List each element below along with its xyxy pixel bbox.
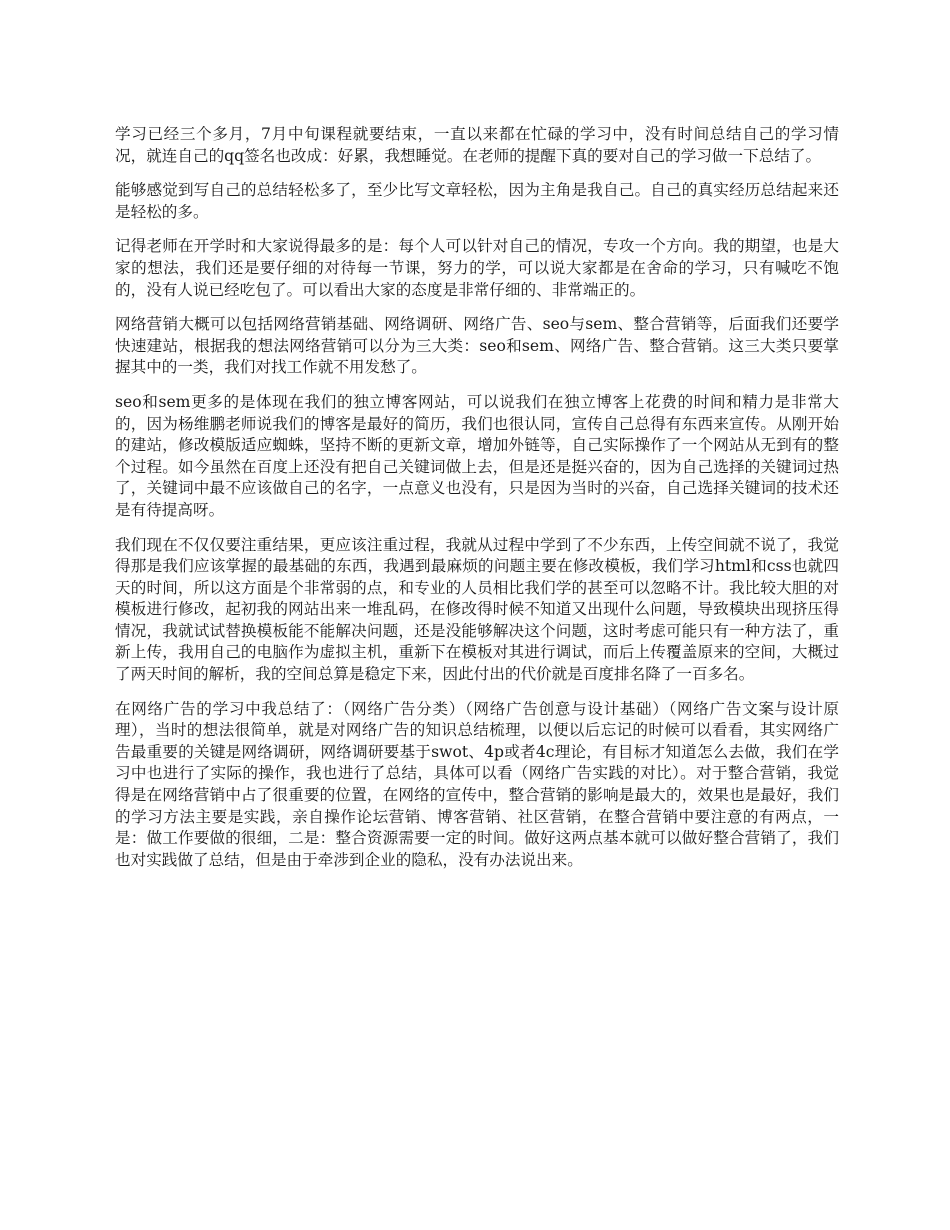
- paragraph-6: 我们现在不仅仅要注重结果，更应该注重过程，我就从过程中学到了不少东西，上传空间就不说了，我觉得那是我们应该掌握的最基础的东西，我遇到最麻烦的问题主要在修改模板，我们学习html和css也就四天的时间，所以这方面是个非常弱的点，和专业的人员相比我们学的甚至可以忽略不计。我比较大胆的对模板进行修改，起初我的网站出来一堆乱码，在修改得时候不知道又出现什么问题，导致模块出现挤压得情况，我就试试替换模板能不能解决问题，还是没能够解决这个问题，这时考虑可能只有一种方法了，重新上传，我用自己的电脑作为虚拟主机，重新下在模板对其进行调试，而后上传覆盖原来的空间，大概过了两天时间的解析，我的空间总算是稳定下来，因此付出的代价就是百度排名降了一百多名。: [115, 535, 839, 684]
- paragraph-5: seo和sem更多的是体现在我们的独立博客网站，可以说我们在独立博客上花费的时间和精力是非常大的，因为杨维鹏老师说我们的博客是最好的简历，我们也很认同，宣传自己总得有东西来宣传。从刚开始的建站，修改模版适应蜘蛛，坚持不断的更新文章，增加外链等，自己实际操作了一个网站从无到有的整个过程。如今虽然在百度上还没有把自己关键词做上去，但是还是挺兴奋的，因为自己选择的关键词过热了，关键词中最不应该做自己的名字，一点意义也没有，只是因为当时的兴奋，自己选择关键词的技术还是有待提高呀。: [115, 392, 839, 519]
- paragraph-3: 记得老师在开学时和大家说得最多的是：每个人可以针对自己的情况，专攻一个方向。我的期望，也是大家的想法，我们还是要仔细的对待每一节课，努力的学，可以说大家都是在舍命的学习，只有喊吃不饱的，没有人说已经吃包了。可以看出大家的态度是非常仔细的、非常端正的。: [115, 237, 839, 299]
- paragraph-1: 学习已经三个多月，7月中旬课程就要结束，一直以来都在忙碌的学习中，没有时间总结自己的学习情况，就连自己的qq签名也改成：好累，我想睡觉。在老师的提醒下真的要对自己的学习做一下总结了。: [115, 125, 839, 165]
- document-body: [115, 124, 839, 884]
- paragraph-2: 能够感觉到写自己的总结轻松多了，至少比写文章轻松，因为主角是我自己。自己的真实经历总结起来还是轻松的多。: [115, 181, 839, 221]
- paragraph-4: 网络营销大概可以包括网络营销基础、网络调研、网络广告、seo与sem、整合营销等，后面我们还要学快速建站，根据我的想法网络营销可以分为三大类：seo和sem、网络广告、整合营销。这三大类只要掌握其中的一类，我们对找工作就不用发愁了。: [115, 315, 839, 377]
- paragraph-7: 在网络广告的学习中我总结了：（网络广告分类）（网络广告创意与设计基础）（网络广告文案与设计原理），当时的想法很简单，就是对网络广告的知识总结梳理，以便以后忘记的时候可以看看，其实网络广告最重要的关键是网络调研，网络调研要基于swot、4p或者4c理论，有目标才知道怎么去做，我们在学习中也进行了实际的操作，我也进行了总结，具体可以看（网络广告实践的对比）。对于整合营销，我觉得是在网络营销中占了很重要的位置，在网络的宣传中，整合营销的影响是最大的，效果也是最好，我们的学习方法主要是实践，亲自操作论坛营销、博客营销、社区营销，在整合营销中要注意的有两点，一是：做工作要做的很细，二是：整合资源需要一定的时间。做好这两点基本就可以做好整合营销了，我们也对实践做了总结，但是由于牵涉到企业的隐私，没有办法说出来。: [115, 699, 839, 869]
